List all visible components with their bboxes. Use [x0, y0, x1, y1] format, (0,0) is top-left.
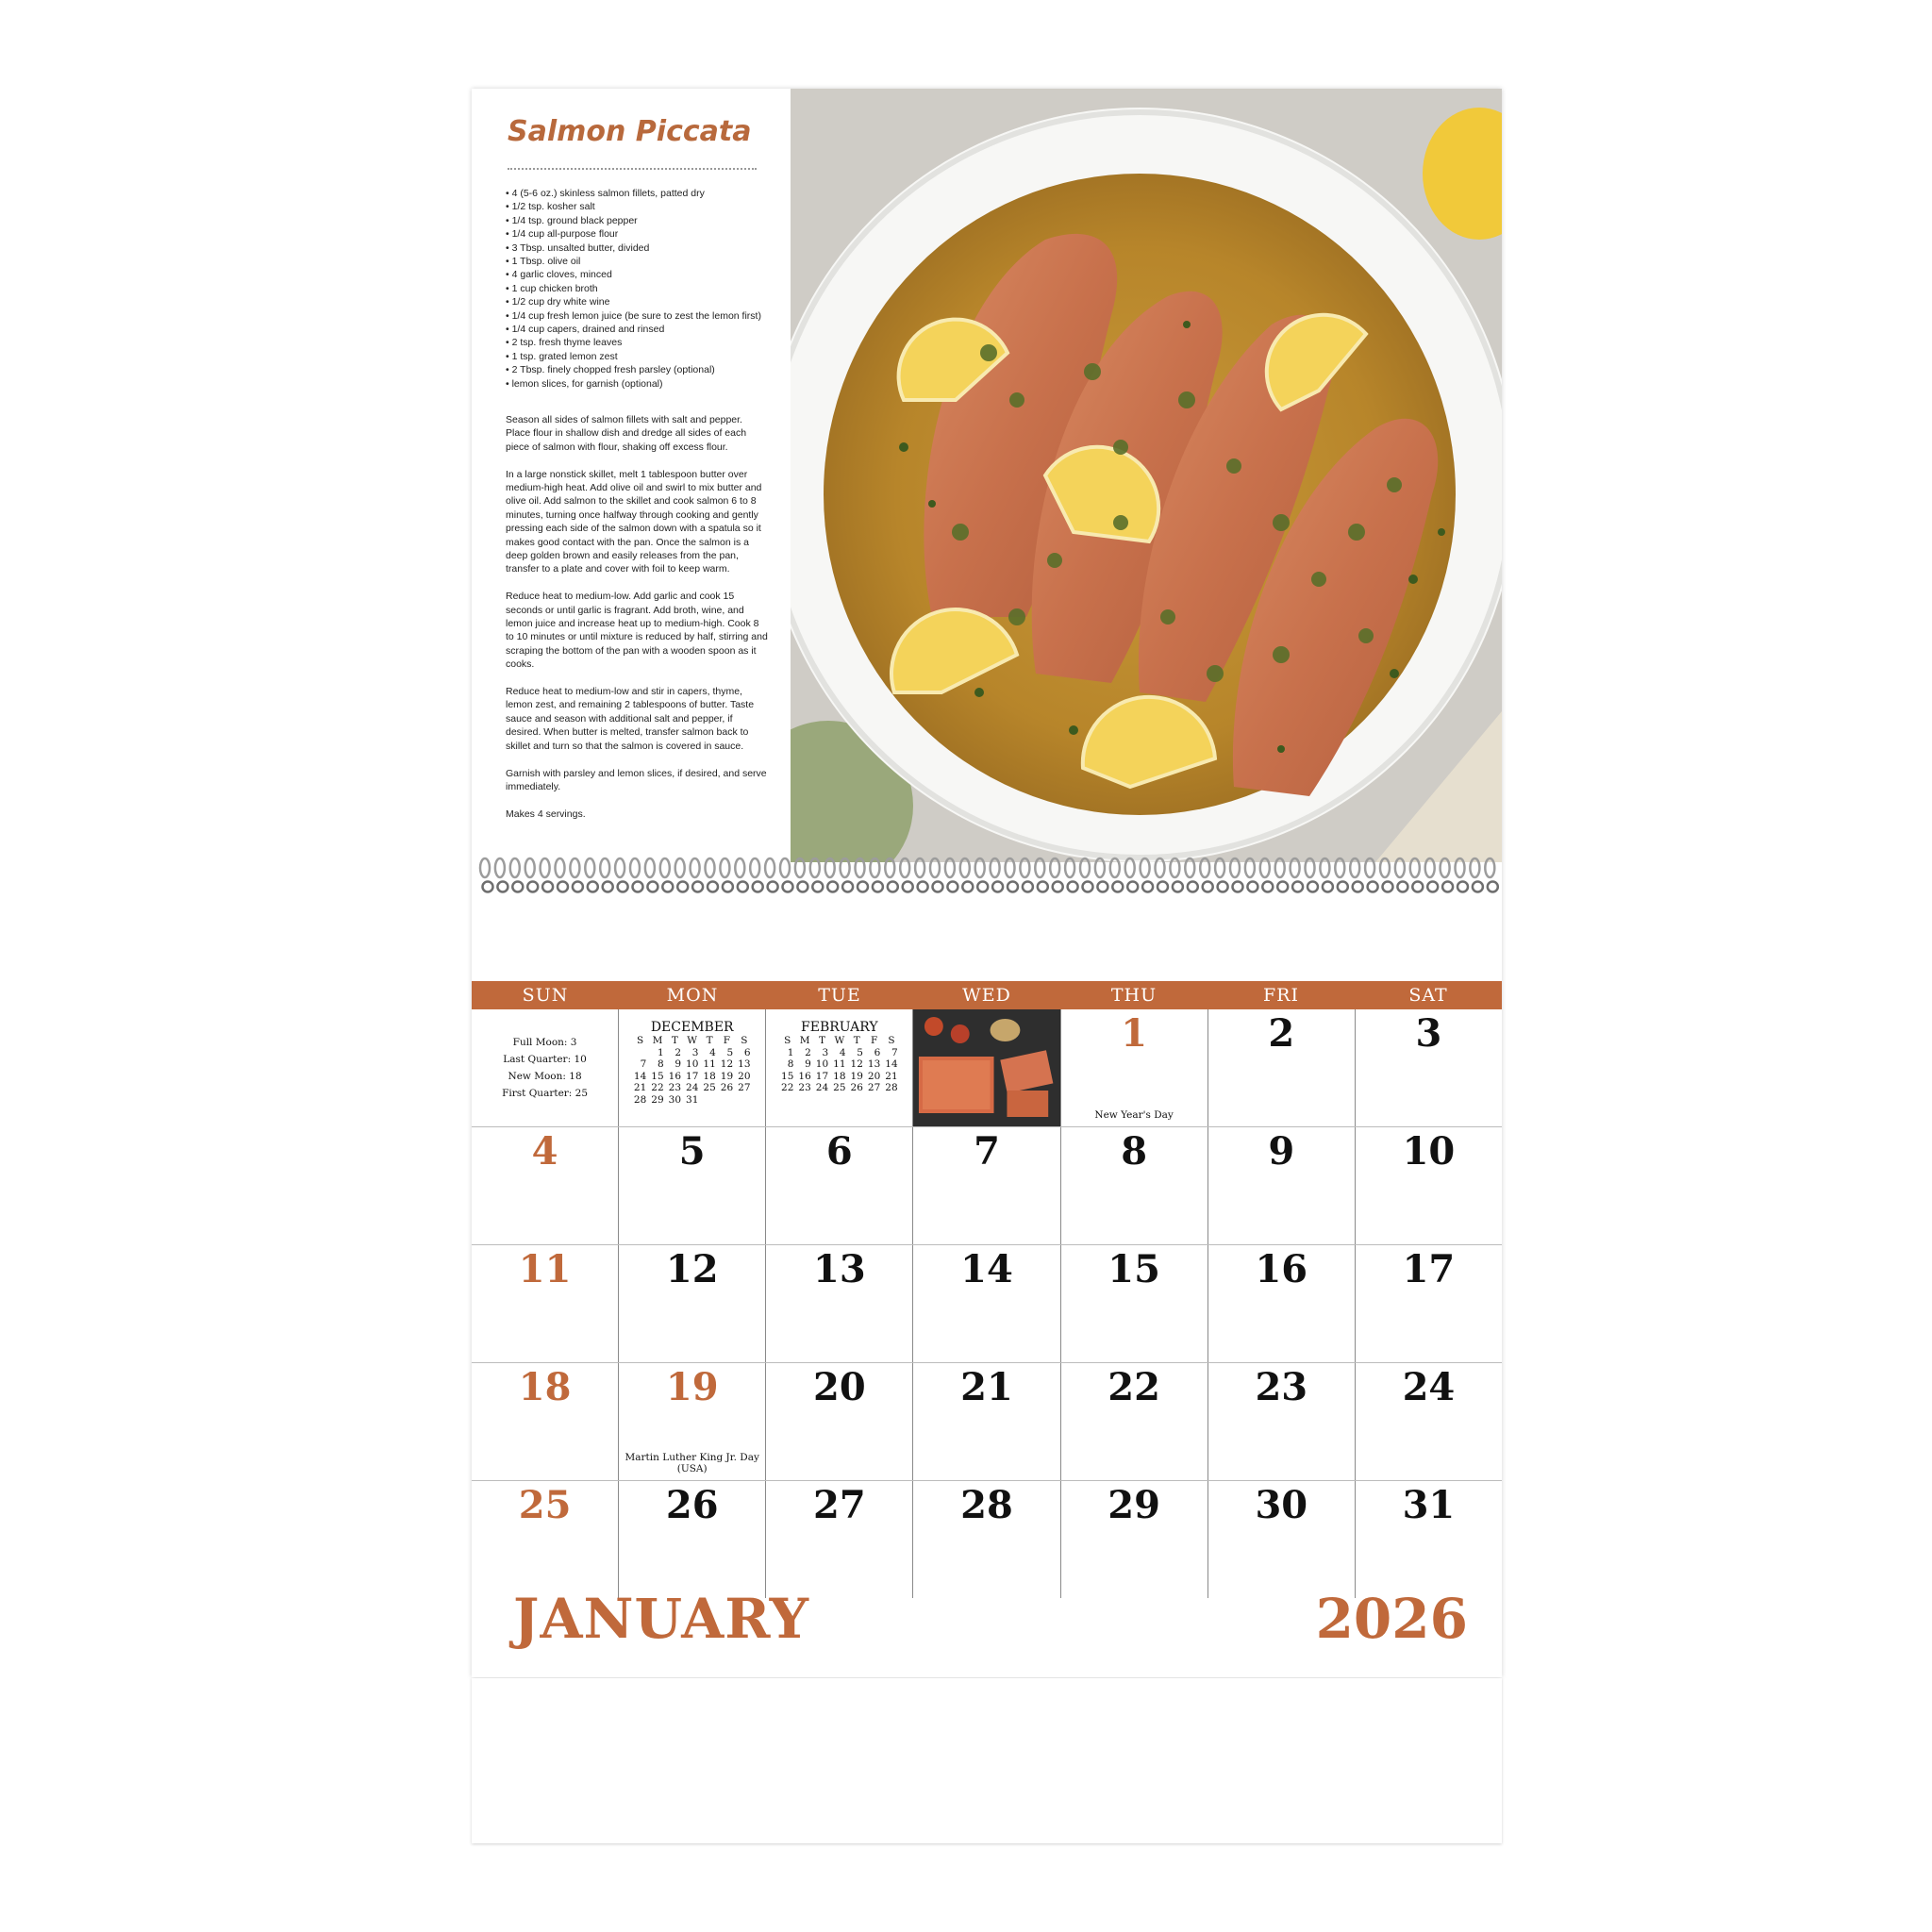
binding-ring	[1110, 858, 1124, 892]
mini-day: 28	[633, 1093, 647, 1106]
weekday-mon: MON	[666, 985, 719, 1006]
day-number: 9	[1268, 1129, 1295, 1174]
mini-day: 8	[787, 1058, 794, 1071]
calendar-week	[472, 1481, 1502, 1598]
ingredient-item: • 1/2 cup dry white wine	[506, 296, 610, 308]
day-cell	[1060, 1481, 1208, 1598]
mini-day	[736, 1094, 753, 1107]
day-cell	[912, 1127, 1059, 1244]
binding-ring	[541, 858, 554, 892]
mini-day: 7	[891, 1046, 898, 1058]
ingredient-item: • 4 garlic cloves, minced	[506, 269, 612, 281]
mini-weekday: S	[888, 1035, 895, 1046]
weekday-sat: SAT	[1408, 985, 1448, 1006]
binding-ring	[1350, 858, 1363, 892]
mini-day: 26	[850, 1082, 863, 1094]
binding-ring	[1125, 858, 1139, 892]
binding-ring	[841, 858, 854, 892]
ingredient-item: • 1 Tbsp. olive oil	[506, 256, 581, 268]
binding-ring	[900, 858, 913, 892]
ingredient-item: • lemon slices, for garnish (optional)	[506, 377, 663, 390]
day-cell	[912, 1363, 1059, 1480]
mini-day: 26	[720, 1082, 734, 1094]
mini-weekday: T	[818, 1035, 825, 1046]
day-cell	[1060, 1009, 1208, 1126]
binding-ring	[1080, 858, 1093, 892]
holiday-label: Martin Luther King Jr. Day (USA)	[625, 1452, 759, 1474]
mini-weekday: T	[853, 1035, 860, 1046]
mini-day: 16	[798, 1070, 811, 1082]
moon-phases-cell	[472, 1009, 618, 1126]
mini-calendar-december	[619, 1021, 765, 1107]
mini-weekday: S	[636, 1035, 644, 1046]
weekday-fri: FRI	[1263, 985, 1299, 1006]
binding-ring	[495, 858, 508, 892]
mini-day: 18	[833, 1070, 846, 1082]
binding-ring	[615, 858, 628, 892]
binding-ring	[1141, 858, 1154, 892]
day-cell	[618, 1481, 765, 1598]
mini-day: 1	[657, 1046, 664, 1058]
mini-day: 5	[857, 1046, 863, 1058]
mini-weekday: S	[784, 1035, 791, 1046]
day-number: 1	[1121, 1011, 1148, 1056]
day-cell	[765, 1481, 912, 1598]
mini-day: 15	[781, 1070, 794, 1082]
day-number: 11	[518, 1247, 572, 1291]
binding-ring	[1425, 858, 1439, 892]
day-number: 16	[1255, 1247, 1308, 1291]
weekday-thu: THU	[1110, 985, 1158, 1006]
mini-day: 16	[668, 1070, 682, 1082]
weekday-wed: WED	[962, 985, 1011, 1006]
day-number: 12	[665, 1247, 719, 1291]
day-cell	[618, 1363, 765, 1480]
mini-day: 27	[867, 1082, 881, 1094]
instruction-paragraph: In a large nonstick skillet, melt 1 tablespoon butter over medium-high heat. Add olive oil and swirl to mix butter and olive oil. Add salmon to the skillet and cook salmon 6 to 8 minutes, turning once halfway through cooking and gently pressing each side of the salmon down with a spatula so it makes good contact with the pan. Once the salmon is a deep golden brown and easily releases from the pan, transfer to a plate and cover with foil to keep warm.	[506, 468, 762, 575]
mini-calendar-february-title: FEBRUARY	[801, 1020, 878, 1035]
mini-day: 4	[839, 1046, 846, 1058]
day-number: 23	[1255, 1365, 1308, 1409]
mini-day: 19	[720, 1070, 734, 1082]
mini-day: 25	[703, 1082, 716, 1094]
binding-ring	[1320, 858, 1333, 892]
calendar-grid	[472, 981, 1502, 1598]
day-cell	[1208, 1127, 1355, 1244]
calendar-weeks	[472, 1009, 1502, 1598]
binding-ring	[585, 858, 598, 892]
binding-ring	[480, 858, 493, 892]
mini-day: 7	[640, 1058, 647, 1071]
day-number: 27	[813, 1483, 866, 1527]
moon-phase: Full Moon: 3	[512, 1037, 577, 1048]
binding-ring	[1215, 858, 1228, 892]
day-cell	[1060, 1245, 1208, 1362]
mini-day: 14	[885, 1058, 898, 1071]
mini-day: 15	[651, 1070, 664, 1082]
mini-day: 28	[885, 1082, 898, 1094]
mini-day: 23	[798, 1082, 811, 1094]
moon-phases	[472, 1034, 618, 1102]
moon-phase: Last Quarter: 10	[503, 1054, 587, 1065]
recipe-panel	[472, 89, 791, 862]
day-number: 19	[665, 1365, 719, 1409]
day-cell	[765, 1363, 912, 1480]
binding-ring	[1365, 858, 1378, 892]
ingredient-item: • 1 cup chicken broth	[506, 282, 598, 294]
mini-day: 22	[781, 1082, 794, 1094]
mini-day	[701, 1094, 718, 1107]
spiral-binding-icon	[472, 855, 1502, 902]
day-cell	[1355, 1245, 1502, 1362]
prev-month-cell	[618, 1009, 765, 1126]
binding-ring	[750, 858, 763, 892]
binding-ring	[765, 858, 778, 892]
mini-day: 24	[815, 1082, 829, 1094]
day-number: 20	[813, 1365, 866, 1409]
binding-ring	[735, 858, 748, 892]
binding-ring	[570, 858, 583, 892]
mini-day: 12	[720, 1058, 734, 1071]
calendar-week	[472, 1009, 1502, 1127]
instruction-paragraph: Makes 4 servings.	[506, 808, 586, 820]
binding-ring	[870, 858, 883, 892]
binding-ring	[630, 858, 643, 892]
mini-day: 5	[726, 1046, 734, 1058]
day-number: 25	[518, 1483, 572, 1527]
day-number: 17	[1402, 1247, 1456, 1291]
mini-day: 9	[675, 1058, 682, 1071]
ingredient-item: • 1 tsp. grated lemon zest	[506, 350, 618, 362]
ingredient-item: • 1/4 cup all-purpose flour	[506, 228, 619, 241]
binding-ring	[1335, 858, 1348, 892]
binding-ring	[1245, 858, 1258, 892]
day-cell	[472, 1127, 618, 1244]
binding-ring	[1230, 858, 1243, 892]
mini-day: 10	[686, 1058, 699, 1071]
binding-ring	[810, 858, 824, 892]
ingredient-item: • 3 Tbsp. unsalted butter, divided	[506, 242, 650, 254]
mini-weekday: T	[671, 1035, 678, 1046]
binding-ring	[1200, 858, 1213, 892]
day-cell	[1355, 1481, 1502, 1598]
mini-day: 30	[668, 1093, 682, 1106]
binding-ring	[1020, 858, 1033, 892]
mini-calendar-december-table	[631, 1035, 753, 1107]
binding-ring	[510, 858, 524, 892]
ingredient-list	[506, 187, 779, 391]
next-month-cell	[765, 1009, 912, 1126]
day-number: 10	[1402, 1129, 1456, 1174]
binding-ring	[780, 858, 793, 892]
binding-ring	[675, 858, 689, 892]
day-cell	[912, 1245, 1059, 1362]
mini-day: 27	[738, 1082, 751, 1094]
day-cell	[765, 1245, 912, 1362]
day-number: 24	[1402, 1365, 1456, 1409]
mini-weekday: T	[706, 1035, 713, 1046]
moon-phase: New Moon: 18	[508, 1071, 582, 1082]
mini-calendar-february	[766, 1021, 912, 1094]
weekday-sun: SUN	[522, 985, 569, 1006]
mini-day: 29	[651, 1093, 664, 1106]
mini-day: 1	[787, 1046, 794, 1058]
salmon-piccata-photo	[791, 89, 1502, 862]
day-cell	[765, 1127, 912, 1244]
binding-ring	[1410, 858, 1424, 892]
calendar-week	[472, 1245, 1502, 1363]
binding-ring	[1395, 858, 1408, 892]
binding-ring	[795, 858, 808, 892]
mini-day: 6	[874, 1046, 881, 1058]
mini-day	[718, 1094, 735, 1107]
food-illustration	[791, 89, 1502, 862]
title-divider	[508, 168, 757, 170]
ingredient-item: • 1/4 cup fresh lemon juice (be sure to zest the lemon first)	[506, 309, 761, 322]
binding-ring	[645, 858, 658, 892]
day-number: 3	[1415, 1011, 1442, 1056]
mini-weekday: F	[870, 1035, 878, 1046]
binding-ring	[1170, 858, 1183, 892]
day-number: 14	[960, 1247, 1013, 1291]
day-cell	[472, 1245, 618, 1362]
ingredient-item: • 2 Tbsp. finely chopped fresh parsley (optional)	[506, 364, 715, 376]
day-cell	[1208, 1481, 1355, 1598]
mini-day: 17	[686, 1070, 699, 1082]
day-cell	[618, 1245, 765, 1362]
day-cell	[1355, 1127, 1502, 1244]
mini-day: 31	[686, 1093, 699, 1106]
binding-ring	[1291, 858, 1304, 892]
binding-ring	[691, 858, 704, 892]
mini-day: 3	[691, 1046, 699, 1058]
binding-ring	[825, 858, 839, 892]
instruction-paragraph: Garnish with parsley and lemon slices, if desired, and serve immediately.	[506, 767, 767, 792]
mini-day: 20	[738, 1070, 751, 1082]
ingredient-item: • 1/4 tsp. ground black pepper	[506, 214, 638, 226]
day-cell	[1355, 1363, 1502, 1480]
mini-day: 6	[743, 1046, 751, 1058]
holiday-label: New Year's Day	[1094, 1109, 1174, 1121]
mini-day: 8	[657, 1058, 664, 1071]
day-cell	[472, 1363, 618, 1480]
day-number: 22	[1108, 1365, 1160, 1409]
binding-ring	[991, 858, 1004, 892]
day-cell	[1060, 1363, 1208, 1480]
mini-weekday: W	[687, 1035, 698, 1046]
day-cell	[1355, 1009, 1502, 1126]
binding-ring	[525, 858, 539, 892]
weekday-tue: TUE	[818, 985, 861, 1006]
day-number: 30	[1255, 1483, 1308, 1527]
mini-weekday: F	[723, 1035, 731, 1046]
mini-day: 13	[738, 1058, 751, 1071]
mini-day: 13	[867, 1058, 881, 1071]
mini-day: 4	[709, 1046, 716, 1058]
mini-day	[631, 1047, 648, 1059]
mini-day: 2	[805, 1046, 811, 1058]
binding-ring	[856, 858, 869, 892]
binding-ring	[1441, 858, 1454, 892]
day-number: 21	[960, 1365, 1013, 1409]
mini-day: 18	[703, 1070, 716, 1082]
mini-day: 2	[675, 1046, 682, 1058]
mini-day: 19	[850, 1070, 863, 1082]
binding-ring	[1065, 858, 1078, 892]
day-number: 31	[1402, 1483, 1456, 1527]
day-number: 6	[825, 1129, 853, 1174]
weekday-header	[472, 981, 1502, 1009]
binding-ring	[1095, 858, 1108, 892]
binding-ring	[1156, 858, 1169, 892]
binding-ring	[1050, 858, 1063, 892]
mini-weekday: W	[834, 1035, 845, 1046]
day-cell	[912, 1481, 1059, 1598]
day-number: 7	[974, 1129, 1000, 1174]
mini-day: 11	[833, 1058, 846, 1071]
ingredient-item: • 4 (5-6 oz.) skinless salmon fillets, patted dry	[506, 188, 705, 199]
binding-ring	[706, 858, 719, 892]
mini-weekday: M	[652, 1035, 663, 1046]
day-cell	[472, 1481, 618, 1598]
calendar-week	[472, 1127, 1502, 1245]
day-number: 18	[518, 1365, 572, 1409]
mini-weekday: S	[741, 1035, 748, 1046]
binding-ring	[1185, 858, 1198, 892]
month-name: JANUARY	[513, 1587, 810, 1651]
binding-ring	[915, 858, 928, 892]
mini-day: 9	[805, 1058, 811, 1071]
binding-ring	[660, 858, 674, 892]
mini-calendar-february-table	[779, 1035, 901, 1094]
mini-day: 10	[815, 1058, 829, 1071]
binding-ring	[1035, 858, 1048, 892]
instruction-paragraph: Season all sides of salmon fillets with salt and pepper. Place flour in shallow dish and dredge all sides of each piece of salmon with flour, shaking off excess flour.	[506, 414, 747, 453]
food-thumbnail	[913, 1009, 1059, 1126]
ingredient-item: • 1/4 cup capers, drained and rinsed	[506, 324, 665, 336]
instruction-paragraph: Reduce heat to medium-low. Add garlic and cook 15 seconds or until garlic is fragrant. Add broth, wine, and lemon juice and increase heat up to medium-high. Cook 8 to 10 minutes or until mixture is reduced by half, stirring and scraping the bottom of the pan with a wooden spoon as it cooks.	[506, 591, 768, 671]
binding-ring	[930, 858, 943, 892]
ingredient-item: • 1/2 tsp. kosher salt	[506, 201, 595, 213]
mini-day: 12	[850, 1058, 863, 1071]
year: 2026	[1315, 1587, 1468, 1651]
mini-day: 17	[815, 1070, 829, 1082]
binding-ring	[1485, 858, 1498, 892]
recipe-title: Salmon Piccata	[508, 115, 752, 148]
day-cell	[1208, 1009, 1355, 1126]
mini-day: 11	[703, 1058, 716, 1071]
day-number: 8	[1121, 1129, 1148, 1174]
mini-day: 14	[633, 1070, 647, 1082]
day-number: 29	[1108, 1483, 1160, 1527]
day-number: 26	[665, 1483, 719, 1527]
instruction-paragraph: Reduce heat to medium-low and stir in capers, thyme, lemon zest, and remaining 2 tablespoons of butter. Taste sauce and season with additional salt and pepper, if desired. When butter is melted, transfer salmon back to skillet and turn so that the salmon is covered in sauce.	[506, 686, 755, 752]
mini-day: 3	[822, 1046, 829, 1058]
day-number: 2	[1268, 1011, 1295, 1056]
day-number: 13	[813, 1247, 866, 1291]
binding-ring	[1006, 858, 1019, 892]
binding-ring	[1380, 858, 1393, 892]
binding-ring	[885, 858, 898, 892]
day-cell	[618, 1127, 765, 1244]
mini-day: 20	[867, 1070, 881, 1082]
back-sheet	[472, 1678, 1502, 1843]
mini-calendar-december-title: DECEMBER	[650, 1020, 734, 1035]
binding-ring	[960, 858, 974, 892]
day-number: 4	[531, 1129, 558, 1174]
day-cell	[1060, 1127, 1208, 1244]
ingredient-item: • 2 tsp. fresh thyme leaves	[506, 337, 623, 349]
binding-ring	[1275, 858, 1289, 892]
binding-ring	[1456, 858, 1469, 892]
mini-day: 21	[885, 1070, 898, 1082]
binding-ring	[975, 858, 989, 892]
day-number: 28	[960, 1483, 1013, 1527]
binding-ring	[720, 858, 733, 892]
binding-ring	[1470, 858, 1483, 892]
binding-ring	[600, 858, 613, 892]
day-number: 5	[678, 1129, 706, 1174]
day-cell	[1208, 1245, 1355, 1362]
mini-day: 21	[633, 1082, 647, 1094]
binding-ring	[1260, 858, 1274, 892]
mini-day: 24	[686, 1082, 699, 1094]
food-thumbnail-cell	[912, 1009, 1059, 1126]
mini-weekday: M	[799, 1035, 810, 1046]
mini-day: 25	[833, 1082, 846, 1094]
binding-ring	[1306, 858, 1319, 892]
mini-day: 23	[668, 1082, 682, 1094]
moon-phase: First Quarter: 25	[502, 1088, 589, 1099]
day-number: 15	[1108, 1247, 1160, 1291]
recipe-instructions	[506, 413, 770, 835]
mini-day: 22	[651, 1082, 664, 1094]
binding-ring	[945, 858, 958, 892]
day-cell	[1208, 1363, 1355, 1480]
calendar-week	[472, 1363, 1502, 1481]
binding-ring	[556, 858, 569, 892]
